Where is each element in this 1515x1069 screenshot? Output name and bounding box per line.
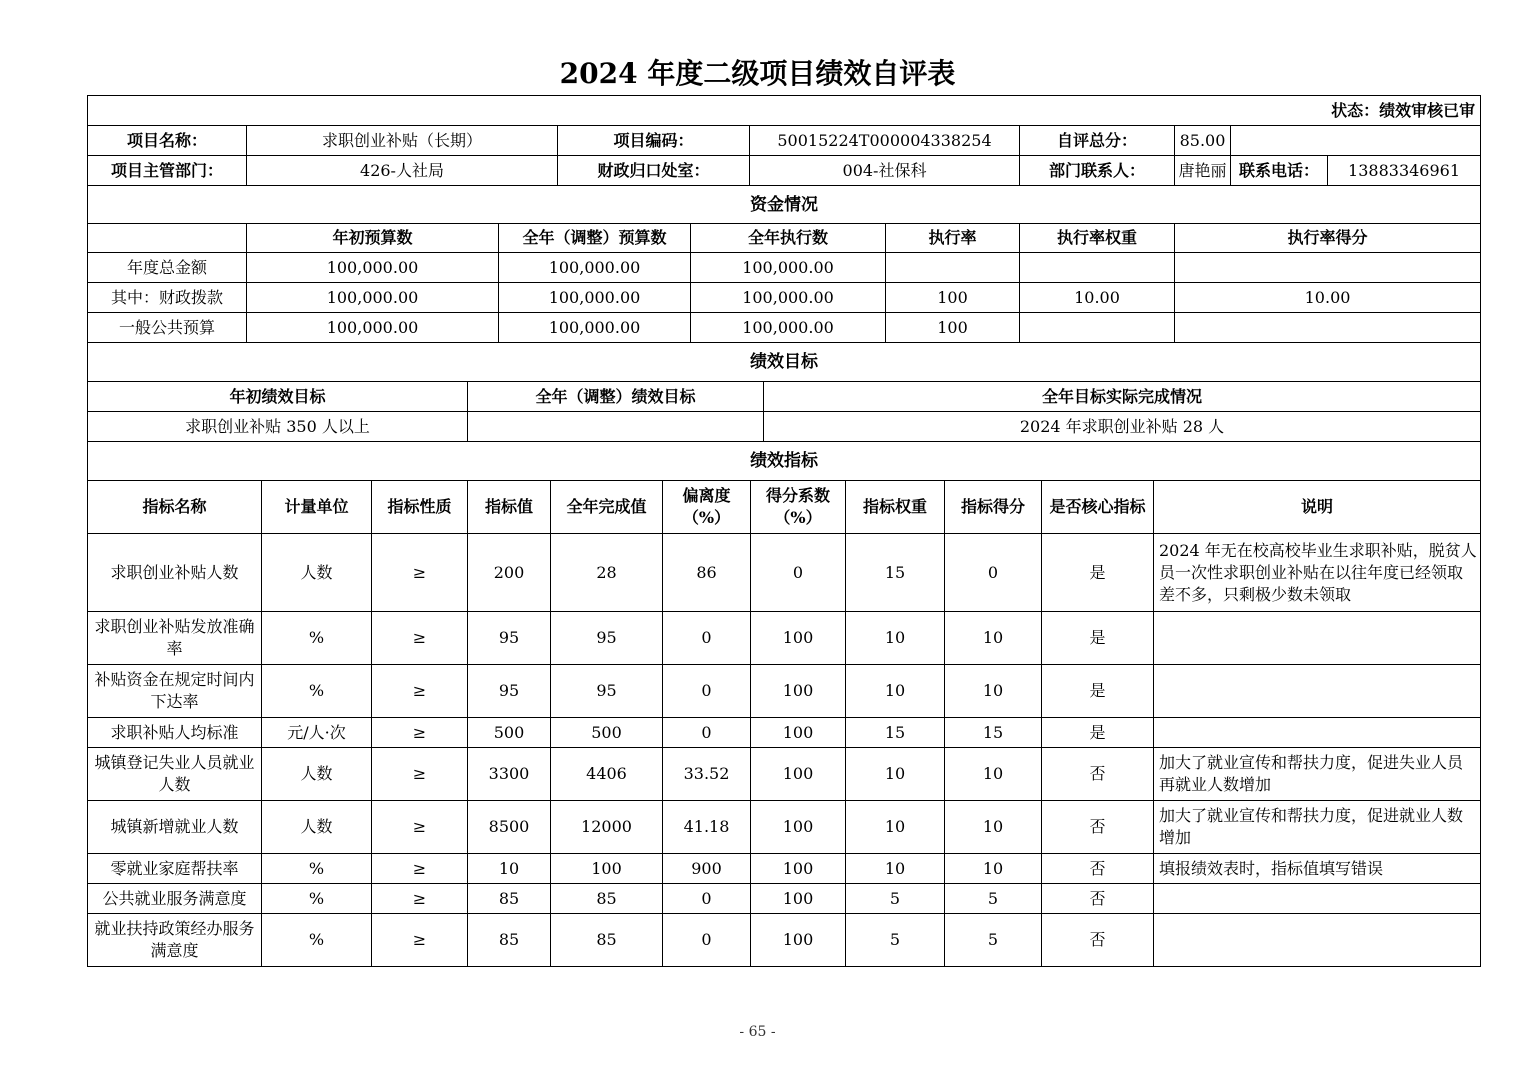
project-code-label: 项目编码： — [558, 126, 750, 156]
indicator-header: 说明 — [1154, 481, 1481, 534]
indicator-cell: 15 — [846, 534, 945, 612]
indicator-cell: 10 — [846, 665, 945, 718]
funds-header: 年初预算数 — [247, 224, 499, 253]
indicator-cell: 86 — [663, 534, 751, 612]
indicator-header: 全年完成值 — [551, 481, 663, 534]
indicator-cell: % — [262, 612, 372, 665]
indicator-cell: 5 — [945, 884, 1042, 914]
indicator-name: 公共就业服务满意度 — [88, 884, 262, 914]
indicator-cell: 8500 — [468, 801, 551, 854]
total-score: 85.00 — [1175, 126, 1231, 156]
status-text: 状态：绩效审核已审 — [88, 96, 1481, 126]
funds-cell: 100,000.00 — [247, 253, 499, 283]
project-name-label: 项目名称： — [88, 126, 247, 156]
funds-cell: 100,000.00 — [691, 283, 886, 313]
indicator-note — [1154, 665, 1481, 718]
indicator-cell: 15 — [846, 718, 945, 748]
contact-label: 部门联系人： — [1020, 156, 1175, 186]
indicator-cell: 否 — [1042, 854, 1154, 884]
indicator-cell: 否 — [1042, 884, 1154, 914]
indicator-cell: ≥ — [372, 854, 468, 884]
funds-cell: 100,000.00 — [499, 283, 691, 313]
funds-header: 执行率得分 — [1175, 224, 1481, 253]
goals-table — [87, 342, 1481, 442]
funds-cell: 100,000.00 — [247, 313, 499, 343]
indicator-cell: 10 — [846, 801, 945, 854]
indicator-header: 偏离度（%） — [663, 481, 751, 534]
finance-label: 财政归口处室： — [558, 156, 750, 186]
funds-cell: 100,000.00 — [499, 313, 691, 343]
indicator-cell: 100 — [751, 612, 846, 665]
indicator-cell: 人数 — [262, 534, 372, 612]
indicator-header: 指标值 — [468, 481, 551, 534]
indicator-cell: 10 — [945, 612, 1042, 665]
indicator-cell: 85 — [551, 914, 663, 967]
phone: 13883346961 — [1328, 156, 1481, 186]
indicator-cell: 否 — [1042, 801, 1154, 854]
indicator-note: 加大了就业宣传和帮扶力度，促进失业人员再就业人数增加 — [1154, 748, 1481, 801]
indicator-row — [88, 854, 1481, 884]
indicator-header: 指标名称 — [88, 481, 262, 534]
project-name: 求职创业补贴（长期） — [247, 126, 558, 156]
indicator-row — [88, 801, 1481, 854]
indicator-name: 就业扶持政策经办服务满意度 — [88, 914, 262, 967]
indicator-cell: ≥ — [372, 612, 468, 665]
indicator-cell: ≥ — [372, 718, 468, 748]
indicator-cell: 0 — [663, 665, 751, 718]
indicator-note — [1154, 718, 1481, 748]
indicator-header: 指标得分 — [945, 481, 1042, 534]
indicators-header-row — [88, 481, 1481, 534]
funds-cell: 100,000.00 — [247, 283, 499, 313]
funds-cell: 一般公共预算 — [88, 313, 247, 343]
indicator-cell: 10 — [846, 854, 945, 884]
contact-person: 唐艳丽 — [1175, 156, 1231, 186]
indicator-note — [1154, 884, 1481, 914]
indicator-header: 计量单位 — [262, 481, 372, 534]
indicator-cell: 900 — [663, 854, 751, 884]
indicator-cell: 95 — [551, 612, 663, 665]
indicator-cell: 是 — [1042, 612, 1154, 665]
indicator-cell: 95 — [551, 665, 663, 718]
indicator-cell: 否 — [1042, 748, 1154, 801]
indicator-cell: 100 — [751, 665, 846, 718]
indicator-cell: 85 — [468, 914, 551, 967]
indicator-cell: 95 — [468, 612, 551, 665]
indicator-cell: 41.18 — [663, 801, 751, 854]
goal-actual: 2024 年求职创业补贴 28 人 — [764, 412, 1481, 442]
indicator-cell: 10 — [846, 748, 945, 801]
indicator-cell: 5 — [846, 914, 945, 967]
funds-header-blank — [88, 224, 247, 253]
indicator-cell: 100 — [751, 914, 846, 967]
indicator-row — [88, 884, 1481, 914]
indicator-note — [1154, 612, 1481, 665]
indicators-table — [87, 441, 1481, 967]
indicators-section-title: 绩效指标 — [88, 442, 1481, 481]
indicator-note: 2024 年无在校高校毕业生求职补贴，脱贫人员一次性求职创业补贴在以往年度已经领取差不多，只剩极少数未领取 — [1154, 534, 1481, 612]
indicator-cell: 100 — [751, 748, 846, 801]
funds-header: 全年（调整）预算数 — [499, 224, 691, 253]
indicator-cell: 0 — [945, 534, 1042, 612]
funds-cell: 100,000.00 — [691, 253, 886, 283]
funds-header: 执行率权重 — [1020, 224, 1175, 253]
funds-cell: 100,000.00 — [499, 253, 691, 283]
funds-cell: 其中：财政拨款 — [88, 283, 247, 313]
funds-cell — [1175, 313, 1481, 343]
indicator-note: 加大了就业宣传和帮扶力度，促进就业人数增加 — [1154, 801, 1481, 854]
indicator-cell: 人数 — [262, 801, 372, 854]
funds-section-title: 资金情况 — [88, 186, 1481, 224]
indicator-cell: 10 — [468, 854, 551, 884]
indicator-cell: 元/人·次 — [262, 718, 372, 748]
indicator-cell: 10 — [945, 854, 1042, 884]
funds-cell: 10.00 — [1175, 283, 1481, 313]
indicator-cell: 15 — [945, 718, 1042, 748]
indicator-note — [1154, 914, 1481, 967]
indicator-cell: ≥ — [372, 884, 468, 914]
indicator-cell: 85 — [468, 884, 551, 914]
indicator-cell: 12000 — [551, 801, 663, 854]
indicator-cell: 0 — [663, 718, 751, 748]
indicator-name: 求职补贴人均标准 — [88, 718, 262, 748]
project-code: 50015224T000004338254 — [750, 126, 1020, 156]
indicator-name: 求职创业补贴人数 — [88, 534, 262, 612]
indicator-cell: 5 — [945, 914, 1042, 967]
funds-header: 执行率 — [886, 224, 1020, 253]
indicator-cell: 0 — [663, 612, 751, 665]
goal-initial: 求职创业补贴 350 人以上 — [88, 412, 468, 442]
goals-header: 全年目标实际完成情况 — [764, 382, 1481, 412]
indicator-header: 指标性质 — [372, 481, 468, 534]
indicator-row — [88, 748, 1481, 801]
indicator-cell: 10 — [945, 748, 1042, 801]
funds-table — [87, 95, 1481, 343]
funds-cell: 100,000.00 — [691, 313, 886, 343]
indicator-cell: 0 — [663, 914, 751, 967]
dept: 426-人社局 — [247, 156, 558, 186]
indicator-cell: 5 — [846, 884, 945, 914]
indicator-cell: ≥ — [372, 534, 468, 612]
indicator-cell: 500 — [551, 718, 663, 748]
funds-cell — [886, 253, 1020, 283]
indicator-header: 指标权重 — [846, 481, 945, 534]
indicator-cell: 0 — [751, 534, 846, 612]
indicator-cell: 100 — [751, 884, 846, 914]
indicator-cell: 200 — [468, 534, 551, 612]
funds-cell: 年度总金额 — [88, 253, 247, 283]
indicator-header: 是否核心指标 — [1042, 481, 1154, 534]
score-blank — [1231, 126, 1481, 156]
indicator-name: 求职创业补贴发放准确率 — [88, 612, 262, 665]
indicator-header: 得分系数（%） — [751, 481, 846, 534]
page-title: 2024 年度二级项目绩效自评表 — [559, 57, 956, 90]
phone-label: 联系电话： — [1231, 156, 1328, 186]
goals-header: 全年（调整）绩效目标 — [468, 382, 764, 412]
indicator-cell: 33.52 — [663, 748, 751, 801]
indicator-cell: % — [262, 854, 372, 884]
indicator-cell: 10 — [945, 665, 1042, 718]
indicator-name: 城镇登记失业人员就业人数 — [88, 748, 262, 801]
page-number: - 65 - — [739, 1024, 776, 1040]
indicator-note: 填报绩效表时，指标值填写错误 — [1154, 854, 1481, 884]
indicator-row — [88, 914, 1481, 967]
indicator-cell: 是 — [1042, 718, 1154, 748]
indicator-cell: 85 — [551, 884, 663, 914]
indicator-row — [88, 665, 1481, 718]
funds-cell: 100 — [886, 283, 1020, 313]
goal-adjusted — [468, 412, 764, 442]
funds-cell — [1175, 253, 1481, 283]
indicator-cell: 0 — [663, 884, 751, 914]
indicator-cell: 10 — [945, 801, 1042, 854]
funds-cell: 100 — [886, 313, 1020, 343]
indicator-cell: % — [262, 914, 372, 967]
indicator-cell: 95 — [468, 665, 551, 718]
indicator-cell: 4406 — [551, 748, 663, 801]
indicator-cell: 500 — [468, 718, 551, 748]
indicator-cell: % — [262, 884, 372, 914]
indicator-cell: 10 — [846, 612, 945, 665]
indicator-cell: % — [262, 665, 372, 718]
indicator-row — [88, 534, 1481, 612]
indicator-cell: 100 — [751, 801, 846, 854]
indicator-cell: 是 — [1042, 534, 1154, 612]
funds-header: 全年执行数 — [691, 224, 886, 253]
indicator-cell: 人数 — [262, 748, 372, 801]
indicator-cell: 100 — [751, 718, 846, 748]
indicator-row — [88, 718, 1481, 748]
indicator-cell: 否 — [1042, 914, 1154, 967]
indicator-cell: ≥ — [372, 914, 468, 967]
indicator-cell: 100 — [751, 854, 846, 884]
indicator-name: 补贴资金在规定时间内下达率 — [88, 665, 262, 718]
score-label: 自评总分： — [1020, 126, 1175, 156]
funds-row — [88, 283, 1481, 313]
finance-office: 004-社保科 — [750, 156, 1020, 186]
dept-label: 项目主管部门： — [88, 156, 247, 186]
indicator-name: 零就业家庭帮扶率 — [88, 854, 262, 884]
indicator-cell: ≥ — [372, 665, 468, 718]
goals-section-title: 绩效目标 — [88, 343, 1481, 382]
indicator-name: 城镇新增就业人数 — [88, 801, 262, 854]
indicator-row — [88, 612, 1481, 665]
indicator-cell: 28 — [551, 534, 663, 612]
funds-cell — [1020, 313, 1175, 343]
funds-row — [88, 253, 1481, 283]
indicator-cell: 100 — [551, 854, 663, 884]
indicator-cell: ≥ — [372, 748, 468, 801]
funds-cell: 10.00 — [1020, 283, 1175, 313]
indicator-cell: 3300 — [468, 748, 551, 801]
funds-cell — [1020, 253, 1175, 283]
indicator-cell: 是 — [1042, 665, 1154, 718]
goals-header: 年初绩效目标 — [88, 382, 468, 412]
indicator-cell: ≥ — [372, 801, 468, 854]
funds-row — [88, 313, 1481, 343]
